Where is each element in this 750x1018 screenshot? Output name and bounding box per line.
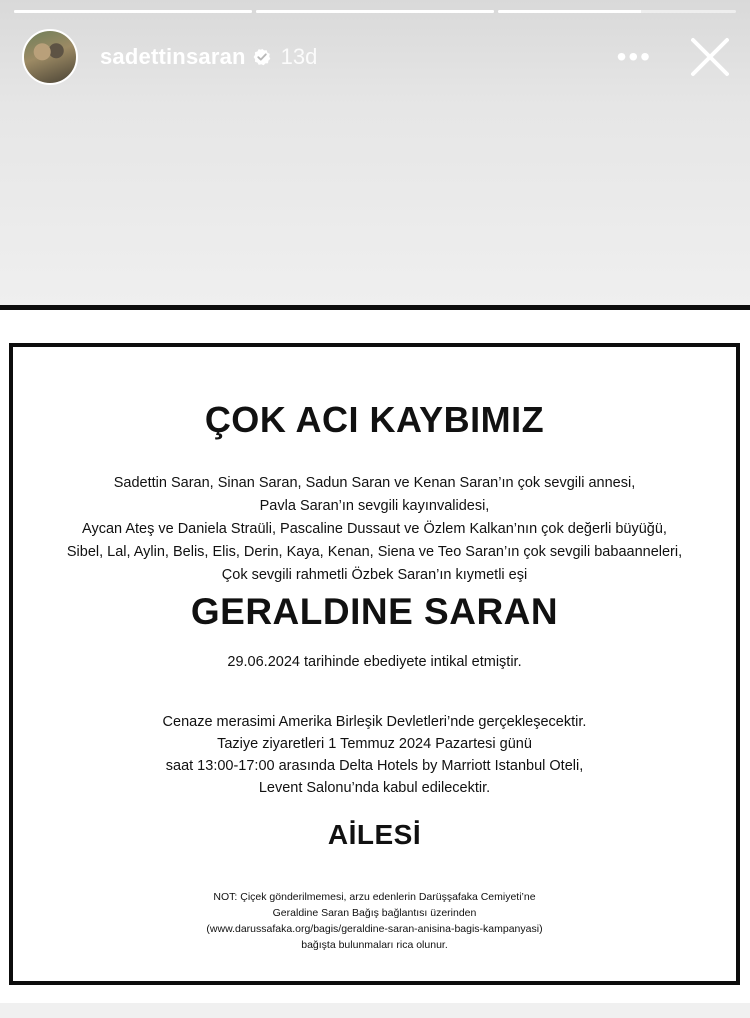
verified-badge-icon	[253, 48, 271, 66]
progress-segment-current	[498, 10, 736, 13]
note-line: Geraldine Saran Bağış bağlantısı üzerinden	[272, 907, 477, 919]
ceremony-line: Levent Salonu’nda kabul edilecektir.	[258, 780, 491, 796]
story-header	[22, 28, 736, 86]
family-signature: AİLESİ	[327, 819, 422, 850]
note-text	[13, 889, 736, 953]
ceremony-line: saat 13:00-17:00 arasında Delta Hotels by Marriott Istanbul Oteli,	[165, 758, 584, 774]
note-line: NOT: Çiçek gönderilmemesi, arzu edenlerin Darüşşafaka Cemiyeti’ne	[213, 891, 536, 903]
note-line: (www.darussafaka.org/bagis/geraldine-saran-anisina-bagis-kampanyasi)	[206, 923, 543, 935]
story-progress-bar	[14, 10, 736, 13]
relations-line: Sadettin Saran, Sinan Saran, Sadun Saran ve Kenan Saran’ın çok sevgili annesi,	[113, 475, 636, 491]
ceremony-line: Taziye ziyaretleri 1 Temmuz 2024 Pazartesi günü	[217, 736, 532, 752]
progress-segment	[256, 10, 494, 13]
more-options-icon[interactable]: •••	[616, 41, 652, 72]
ceremony-text	[13, 711, 736, 799]
obituary-notice	[9, 343, 740, 985]
deceased-name: GERALDINE SARAN	[190, 591, 559, 632]
progress-segment	[14, 10, 252, 13]
post-time: 13d	[280, 44, 318, 69]
note-line: bağışta bulunmaları rica olunur.	[301, 939, 448, 951]
relations-line: Pavla Saran’ın sevgili kayınvalidesi,	[259, 498, 490, 514]
relations-line: Çok sevgili rahmetli Özbek Saran’ın kıymetli eşi	[221, 567, 528, 583]
death-date-line: 29.06.2024 tarihinde ebediyete intikal etmiştir.	[227, 654, 522, 670]
story-bottom-area	[0, 1003, 750, 1018]
avatar[interactable]	[22, 29, 78, 85]
close-icon[interactable]	[690, 37, 730, 77]
username[interactable]: sadettinsaran	[100, 44, 246, 69]
relations-line: Sibel, Lal, Aylin, Belis, Elis, Derin, Kaya, Kenan, Siena ve Teo Saran’ın çok sevgili babaanneleri,	[66, 544, 683, 560]
relations-line: Aycan Ateş ve Daniela Straüli, Pascaline Dussaut ve Özlem Kalkan’nın çok değerli büyüğü,	[82, 521, 667, 537]
ceremony-line: Cenaze merasimi Amerika Birleşik Devletleri’nde gerçekleşecektir.	[162, 714, 587, 730]
relations-text	[13, 472, 736, 587]
notice-title: ÇOK ACI KAYBIMIZ	[204, 399, 545, 440]
